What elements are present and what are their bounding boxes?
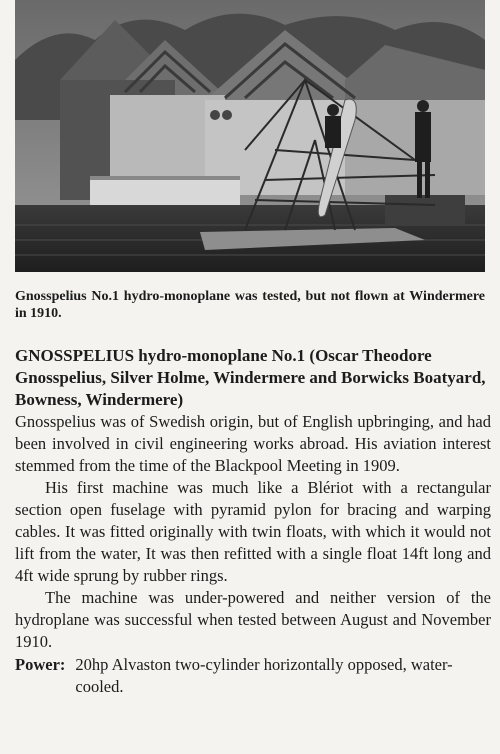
entry-body [15,411,491,698]
power-spec [15,654,491,698]
power-value: 20hp Alvaston two-cylinder horizontally opposed, water-cooled. [75,655,453,696]
power-label: Power: [15,655,66,674]
entry-heading: GNOSSPELIUS hydro-monoplane No.1 (Oscar Theodore Gnosspelius, Silver Holme, Windermere and Borwicks Boatyard, Bowness, Windermere) [15,346,486,409]
photo-hydro-monoplane-icon [15,0,485,272]
photo-caption: Gnosspelius No.1 hydro-monoplane was tested, but not flown at Windermere in 1910. [15,289,485,321]
paragraph-background: Gnosspelius was of Swedish origin, but of English upbringing, and had been involved in civil engineering works abroad. His aviation interest stemmed from the time of the Blackpool Meeting in 1909. [15,412,491,475]
paragraph-testing: The machine was under-powered and neither version of the hydroplane was successful when tested between August and November 1910. [15,588,491,651]
photo [15,0,485,272]
paragraph-machine: His first machine was much like a Blériot with a rectangular section open fuselage with pyramid pylon for bracing and warping cables. It was fitted originally with twin floats, with which it would not lift from the water, It was then refitted with a single float 14ft long and 4ft wide sprung by rubber rings. [15,478,491,585]
